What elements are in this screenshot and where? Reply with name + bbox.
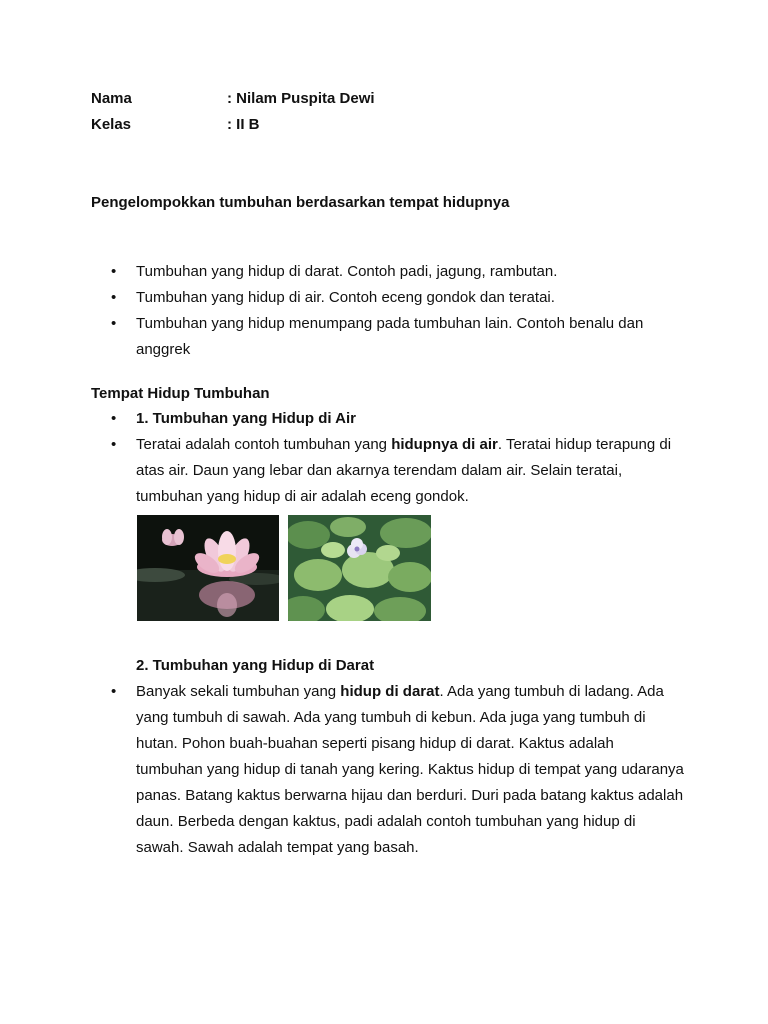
list-item xyxy=(91,679,684,861)
section-heading-grouping: Pengelompokkan tumbuhan berdasarkan tempat hidupnya xyxy=(91,194,510,211)
list-item xyxy=(91,259,696,285)
water-hyacinth-photo xyxy=(288,515,431,621)
list-item xyxy=(91,311,676,363)
bullet-icon: • xyxy=(111,436,117,453)
bullet-icon: • xyxy=(111,263,117,280)
land-list xyxy=(91,679,684,861)
name-label: Nama xyxy=(91,90,132,107)
list-item xyxy=(91,285,696,311)
grouping-list xyxy=(91,259,696,363)
subheading-water-plants: 1. Tumbuhan yang Hidup di Air xyxy=(136,410,356,427)
section-heading-habitat: Tempat Hidup Tumbuhan xyxy=(91,385,270,402)
bullet-icon: • xyxy=(111,683,117,700)
lotus-photo xyxy=(137,515,279,621)
name-value: : Nilam Puspita Dewi xyxy=(227,90,375,107)
bullet-icon: • xyxy=(111,315,117,332)
bullet-icon: • xyxy=(111,410,117,427)
class-label: Kelas xyxy=(91,116,132,133)
list-item-text: Tumbuhan yang hidup menumpang pada tumbuhan lain. Contoh benalu dan anggrek xyxy=(136,315,644,358)
list-item-text: Tumbuhan yang hidup di air. Contoh eceng gondok dan teratai. xyxy=(136,289,555,306)
list-item xyxy=(91,406,696,432)
subheading-land-plants: 2. Tumbuhan yang Hidup di Darat xyxy=(136,657,375,674)
list-item xyxy=(91,432,681,510)
paragraph-land-plants: Banyak sekali tumbuhan yang hidup di darat. Ada yang tumbuh di ladang. Ada yang tumbuh di sawah. Ada yang tumbuh di kebun. Ada juga yang tumbuh di hutan. Pohon buah-buahan seperti pisang hidup di darat. Kaktus adalah tumbuhan yang hidup di tanah yang kering. Kaktus hidup di tempat yang udaranya panas. Batang kaktus berwarna hijau dan berduri. Duri pada batang kaktus adalah daun. Berbeda dengan kaktus, padi adalah contoh tumbuhan yang hidup di sawah. Sawah adalah tempat yang basah. xyxy=(136,683,684,856)
list-item-text: Tumbuhan yang hidup di darat. Contoh padi, jagung, rambutan. xyxy=(136,263,558,280)
paragraph-water-plants: Teratai adalah contoh tumbuhan yang hidupnya di air. Teratai hidup terapung di atas air. Daun yang lebar dan akarnya terendam dalam air. Selain teratai, tumbuhan yang hidup di air adalah eceng gondok. xyxy=(136,436,672,505)
bullet-icon: • xyxy=(111,289,117,306)
habitat-list xyxy=(91,406,696,510)
class-value: : II B xyxy=(227,116,260,133)
